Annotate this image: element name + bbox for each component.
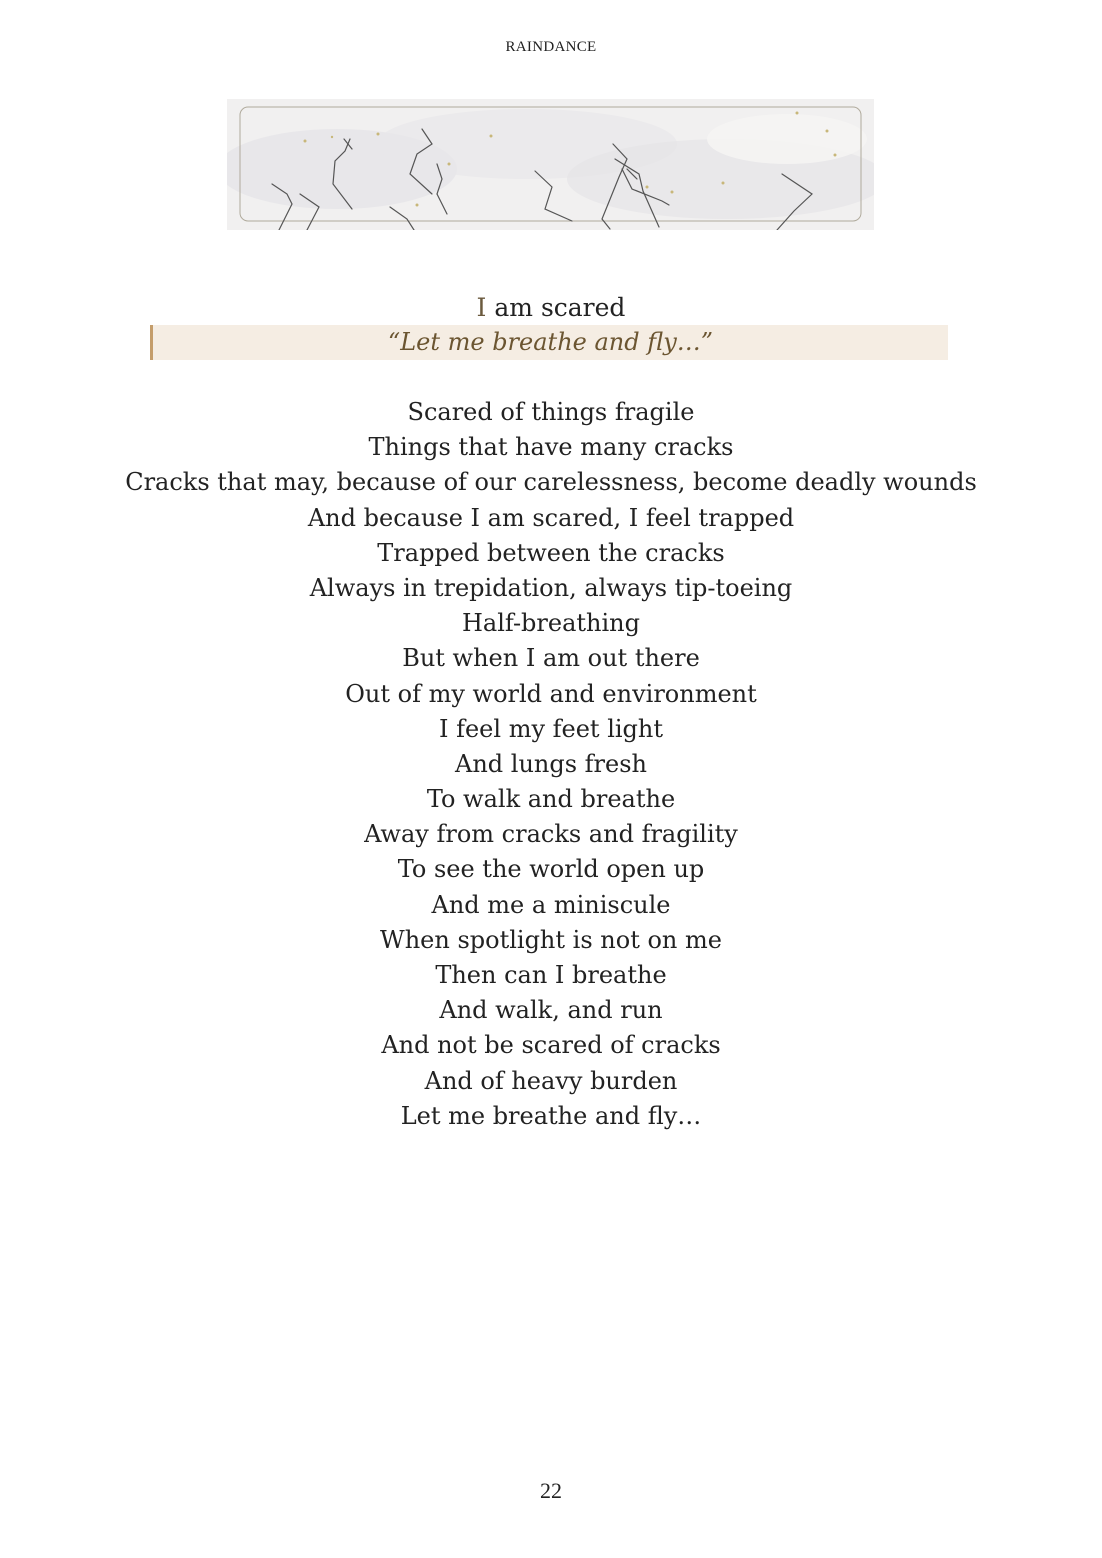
verse-line: And not be scared of cracks bbox=[381, 1031, 721, 1060]
poem-title-text: am scared bbox=[486, 293, 626, 322]
verse-lines bbox=[0, 395, 1102, 1134]
epigraph: “Let me breathe and fly…” bbox=[150, 325, 948, 360]
verse-line: Always in trepidation, always tip-toeing bbox=[309, 573, 793, 602]
poem-title bbox=[0, 290, 1102, 325]
rain-streaks-illustration bbox=[227, 99, 874, 230]
verse-line: I feel my feet light bbox=[438, 714, 664, 743]
page-number: 22 bbox=[540, 1478, 562, 1503]
verse-line: When spotlight is not on me bbox=[380, 925, 722, 954]
poem bbox=[0, 290, 1102, 1134]
verse-line: And of heavy burden bbox=[424, 1066, 678, 1095]
running-header: RAINDANCE bbox=[505, 39, 597, 55]
verse-line: And lungs fresh bbox=[454, 749, 647, 778]
verse-line: But when I am out there bbox=[402, 644, 700, 673]
verse-line: And me a miniscule bbox=[431, 890, 671, 919]
verse-line: Cracks that may, because of our carelessness, become deadly wounds bbox=[125, 468, 977, 497]
verse-line: Things that have many cracks bbox=[368, 433, 734, 462]
verse-line: Half-breathing bbox=[462, 609, 640, 638]
verse-line: Out of my world and environment bbox=[345, 679, 757, 708]
verse-line: And because I am scared, I feel trapped bbox=[307, 503, 795, 532]
verse-line: Trapped between the cracks bbox=[377, 538, 725, 567]
verse-line: Scared of things fragile bbox=[407, 398, 695, 426]
stanza-gap bbox=[0, 360, 1102, 395]
verse-line: To see the world open up bbox=[397, 855, 705, 884]
poem-title-initial: I bbox=[476, 293, 487, 322]
verse-line: Let me breathe and fly… bbox=[400, 1101, 702, 1130]
verse-line: And walk, and run bbox=[439, 996, 663, 1025]
verse-line: To walk and breathe bbox=[426, 785, 676, 814]
verse-line: Away from cracks and fragility bbox=[364, 820, 738, 849]
verse-line: Then can I breathe bbox=[435, 961, 667, 989]
